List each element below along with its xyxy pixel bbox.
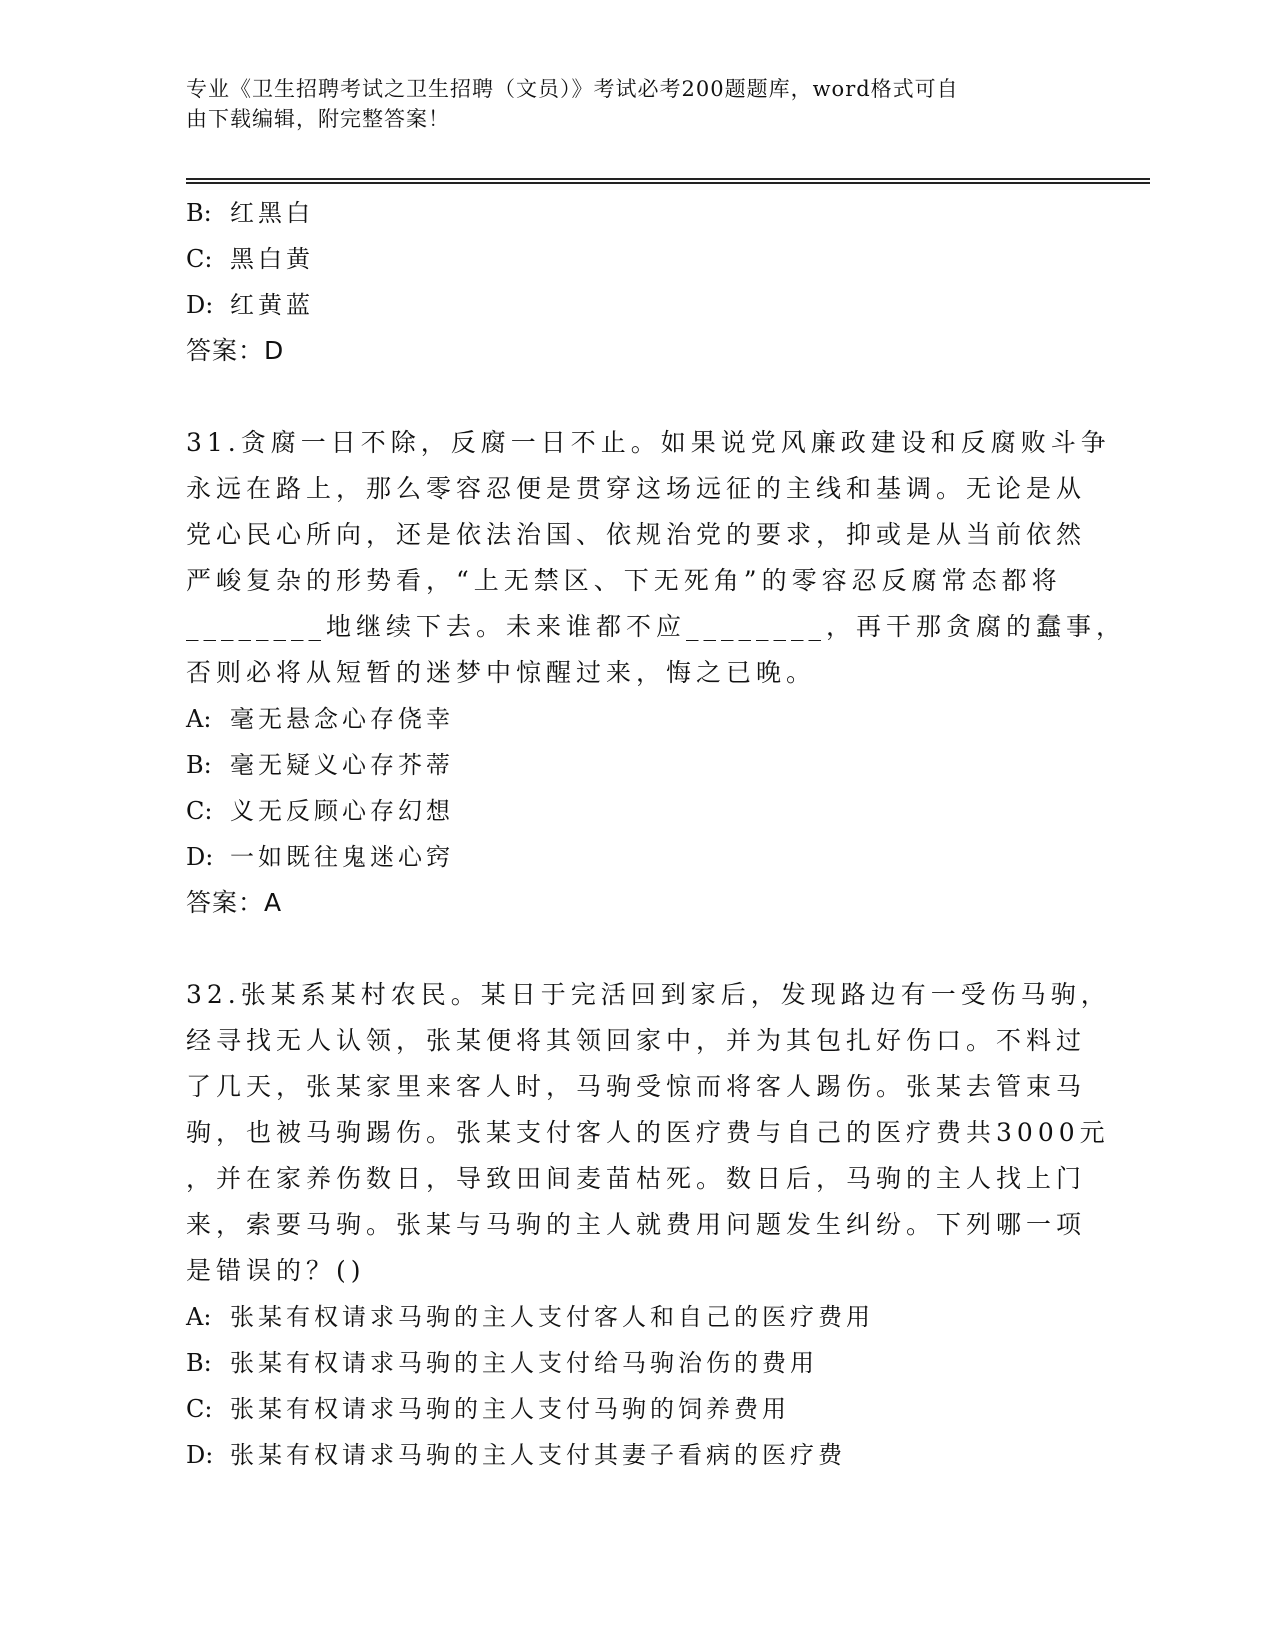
option-d: D: 张某有权请求马驹的主人支付其妻子看病的医疗费: [186, 1441, 846, 1469]
option-d: D: 红黄蓝: [186, 291, 314, 319]
question-line: ，并在家养伤数日，导致田间麦苗枯死。数日后，马驹的主人找上门: [186, 1164, 1087, 1193]
option-b: B: 毫无疑义心存芥蒂: [186, 751, 454, 779]
page-header: [186, 74, 1066, 134]
header-divider-bottom: [186, 182, 1150, 184]
question-line: 是错误的？(): [186, 1256, 366, 1285]
option-a: A: 毫无悬念心存侥幸: [186, 705, 454, 733]
option-c: C: 义无反顾心存幻想: [186, 797, 454, 825]
answer-label: 答案：D: [186, 336, 285, 365]
spacer: [186, 926, 1086, 972]
header-line-2: 由下载编辑，附完整答案！: [186, 107, 450, 131]
question-line: 经寻找无人认领，张某便将其领回家中，并为其包扎好伤口。不料过: [186, 1026, 1087, 1055]
question-line: 来，索要马驹。张某与马驹的主人就费用问题发生纠纷。下列哪一项: [186, 1210, 1087, 1239]
answer-label: 答案：A: [186, 888, 283, 917]
document-body: [186, 190, 1127, 1478]
option-d: D: 一如既往鬼迷心窍: [186, 843, 454, 871]
question-line: 否则必将从短暂的迷梦中惊醒过来，悔之已晚。: [186, 658, 817, 687]
question-line: 驹，也被马驹踢伤。张某支付客人的医疗费与自己的医疗费共3000元: [186, 1118, 1110, 1147]
spacer: [186, 374, 1086, 420]
option-b: B: 张某有权请求马驹的主人支付给马驹治伤的费用: [186, 1349, 818, 1377]
option-a: A: 张某有权请求马驹的主人支付客人和自己的医疗费用: [186, 1303, 874, 1331]
question-32: [186, 972, 1111, 1478]
option-c: C: 张某有权请求马驹的主人支付马驹的饲养费用: [186, 1395, 790, 1423]
question-text: [186, 972, 1111, 1294]
question-line: 32.张某系某村农民。某日于完活回到家后，发现路边有一受伤马驹，: [186, 980, 1111, 1009]
option-c: C: 黑白黄: [186, 245, 314, 273]
question-line: 党心民心所向，还是依法治国、依规治党的要求，抑或是从当前依然: [186, 520, 1087, 549]
question-text: [186, 420, 1127, 696]
prev-question-options: [186, 190, 1086, 374]
option-b: B: 红黑白: [186, 199, 314, 227]
header-divider-top: [186, 178, 1150, 180]
header-line-1: 专业《卫生招聘考试之卫生招聘（文员）》考试必考200题题库，word格式可自: [186, 77, 959, 101]
question-line: 永远在路上，那么零容忍便是贯穿这场远征的主线和基调。无论是从: [186, 474, 1087, 503]
question-line: 了几天，张某家里来客人时，马驹受惊而将客人踢伤。张某去管束马: [186, 1072, 1087, 1101]
question-line: 严峻复杂的形势看，“上无禁区、下无死角”的零容忍反腐常态都将: [186, 566, 1062, 595]
question-31: [186, 420, 1127, 926]
question-line: ________地继续下去。未来谁都不应________，再干那贪腐的蠢事，: [186, 612, 1127, 641]
question-line: 31.贪腐一日不除，反腐一日不止。如果说党风廉政建设和反腐败斗争: [186, 428, 1111, 457]
